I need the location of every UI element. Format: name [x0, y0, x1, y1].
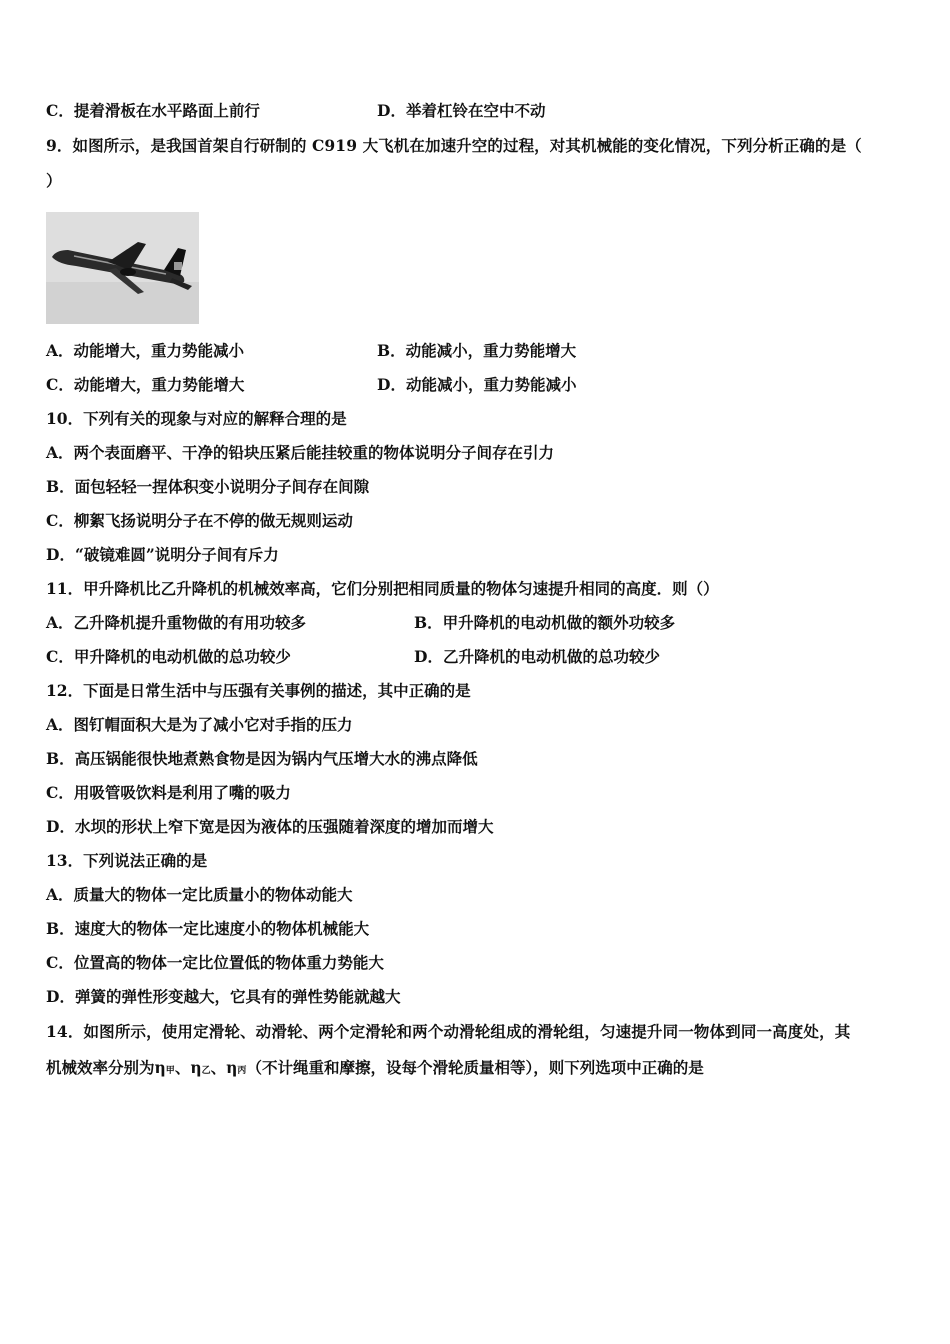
q12-option-b: B．高压锅能很快地煮熟食物是因为锅内气压增大水的沸点降低 — [46, 749, 478, 768]
eta-symbol: η — [190, 1058, 202, 1077]
q9-option-c: C．动能增大，重力势能增大 — [46, 375, 245, 394]
q12-stem: 12．下面是日常生活中与压强有关事例的描述，其中正确的是 — [46, 681, 471, 700]
eta-subscript-yi: 乙 — [201, 1066, 211, 1076]
q10-option-b: B．面包轻轻一捏体积变小说明分子间存在间隙 — [46, 477, 370, 496]
q9-stem: 9．如图所示，是我国首架自行研制的 C919 大飞机在加速升空的过程，对其机械能的变化情况，下列分析正确的是（ — [46, 136, 862, 155]
q11-option-a: A．乙升降机提升重物做的有用功较多 — [46, 613, 307, 632]
q9-option-d: D．动能减小，重力势能减小 — [377, 375, 577, 394]
q9-stem-end: ） — [46, 171, 62, 190]
q12-option-c: C．用吸管吸饮料是利用了嘴的吸力 — [46, 783, 291, 802]
q11-stem: 11．甲升降机比乙升降机的机械效率高，它们分别把相同质量的物体匀速提升相同的高度．则（） — [46, 579, 719, 598]
eta-subscript-bing: 丙 — [237, 1066, 247, 1076]
q14-text-a: 机械效率分别为 — [46, 1058, 155, 1077]
q13-stem: 13．下列说法正确的是 — [46, 851, 208, 870]
eta-subscript-jia: 甲 — [165, 1066, 175, 1076]
q13-option-c: C．位置高的物体一定比位置低的物体重力势能大 — [46, 953, 384, 972]
eta-symbol: η — [154, 1058, 166, 1077]
q10-stem: 10．下列有关的现象与对应的解释合理的是 — [46, 409, 347, 428]
q14-stem-continued — [46, 1058, 704, 1081]
q10-option-d: D．“破镜难圆”说明分子间有斥力 — [46, 545, 279, 564]
q8-option-c: C．提着滑板在水平路面上前行 — [46, 101, 260, 120]
separator: 、 — [210, 1058, 227, 1077]
q9-option-a: A．动能增大，重力势能减小 — [46, 341, 245, 360]
q11-option-d: D．乙升降机的电动机做的总功较少 — [414, 647, 660, 666]
q10-option-a: A．两个表面磨平、干净的铅块压紧后能挂较重的物体说明分子间存在引力 — [46, 443, 555, 462]
eta-symbol: η — [226, 1058, 238, 1077]
q13-option-a: A．质量大的物体一定比质量小的物体动能大 — [46, 885, 353, 904]
airplane-photo — [46, 212, 199, 324]
q14-stem: 14．如图所示，使用定滑轮、动滑轮、两个定滑轮和两个动滑轮组成的滑轮组，匀速提升同一物体到同一高度处，其 — [46, 1022, 851, 1041]
q9-option-b: B．动能减小，重力势能增大 — [377, 341, 577, 360]
q8-option-d: D．举着杠铃在空中不动 — [377, 101, 546, 120]
q12-option-d: D．水坝的形状上窄下宽是因为液体的压强随着深度的增加而增大 — [46, 817, 494, 836]
q11-option-b: B．甲升降机的电动机做的额外功较多 — [414, 613, 676, 632]
q11-option-c: C．甲升降机的电动机做的总功较少 — [46, 647, 291, 666]
q13-option-d: D．弹簧的弹性形变越大，它具有的弹性势能就越大 — [46, 987, 401, 1006]
separator: 、 — [174, 1058, 191, 1077]
q13-option-b: B．速度大的物体一定比速度小的物体机械能大 — [46, 919, 370, 938]
q12-option-a: A．图钉帽面积大是为了减小它对手指的压力 — [46, 715, 353, 734]
q10-option-c: C．柳絮飞扬说明分子在不停的做无规则运动 — [46, 511, 353, 530]
q14-text-b: （不计绳重和摩擦，设每个滑轮质量相等），则下列选项中正确的是 — [246, 1058, 704, 1077]
